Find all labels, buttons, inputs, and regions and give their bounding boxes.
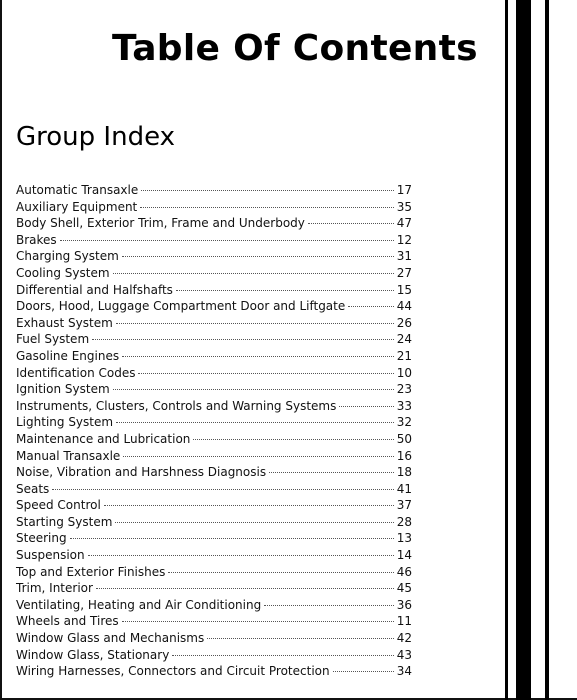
dot-leader [348,306,393,307]
dot-leader [308,223,394,224]
toc-entry-page-number: 27 [396,265,412,280]
toc-entry-page-number: 45 [396,581,412,596]
dot-leader [115,522,393,523]
toc-entry-page-number: 44 [396,299,412,314]
dot-leader [269,472,394,473]
toc-list [16,183,412,681]
toc-entry-label: Lighting System [16,415,114,430]
toc-entry-label: Speed Control [16,498,101,513]
toc-entry-label: Gasoline Engines [16,348,120,363]
toc-entry-page-number: 23 [396,382,412,397]
toc-entry-page-number: 31 [396,249,412,264]
toc-entry-label: Steering [16,531,67,546]
toc-entry [16,415,412,432]
dot-leader [172,655,393,656]
toc-entry-page-number: 35 [396,199,412,214]
dot-leader [168,572,393,573]
dot-leader [207,638,393,639]
toc-entry [16,266,412,283]
toc-entry-page-number: 17 [396,183,412,197]
toc-entry-label: Exhaust System [16,315,113,330]
dot-leader [176,290,394,291]
toc-entry-label: Maintenance and Lubrication [16,431,191,446]
toc-entry [16,382,412,399]
toc-entry-page-number: 11 [396,614,412,629]
toc-entry [16,548,412,565]
toc-entry [16,183,412,200]
toc-entry-label: Seats [16,481,50,496]
dot-leader [339,406,393,407]
toc-entry [16,399,412,416]
toc-entry-page-number: 14 [396,548,412,563]
toc-entry-label: Manual Transaxle [16,448,121,463]
toc-entry [16,249,412,266]
dot-leader [104,505,394,506]
toc-entry [16,498,412,515]
toc-entry [16,299,412,316]
toc-entry-page-number: 15 [396,282,412,297]
toc-entry-page-number: 16 [396,448,412,463]
toc-entry-page-number: 13 [396,531,412,546]
toc-entry [16,598,412,615]
toc-entry-label: Top and Exterior Finishes [16,564,166,579]
toc-entry-label: Wheels and Tires [16,614,119,629]
dot-leader [141,190,393,191]
toc-entry-label: Starting System [16,514,113,529]
dot-leader [116,323,394,324]
toc-entry-label: Ventilating, Heating and Air Conditioning [16,597,262,612]
toc-entry-label: Window Glass and Mechanisms [16,631,205,646]
toc-entry [16,366,412,383]
toc-entry-page-number: 32 [396,415,412,430]
toc-entry-page-number: 21 [396,348,412,363]
toc-entry-page-number: 34 [396,664,412,679]
toc-entry [16,482,412,499]
toc-entry-page-number: 46 [396,564,412,579]
dot-leader [333,671,394,672]
toc-entry [16,465,412,482]
dot-leader [92,339,394,340]
page-title: Table Of Contents [112,28,478,69]
toc-entry-label: Differential and Halfshafts [16,282,173,297]
toc-entry-page-number: 36 [396,597,412,612]
toc-entry [16,233,412,250]
toc-entry [16,316,412,333]
toc-entry-page-number: 18 [396,465,412,480]
toc-entry [16,531,412,548]
toc-entry [16,432,412,449]
toc-entry-page-number: 28 [396,514,412,529]
toc-entry [16,200,412,217]
toc-entry-label: Automatic Transaxle [16,183,139,197]
toc-entry-label: Fuel System [16,332,90,347]
binding-stripe-center [516,0,531,700]
dot-leader [122,621,394,622]
binding-stripe-right [545,0,549,700]
toc-entry-label: Window Glass, Stationary [16,647,170,662]
toc-entry-page-number: 42 [396,631,412,646]
toc-entry [16,283,412,300]
toc-entry-page-number: 10 [396,365,412,380]
toc-entry-page-number: 37 [396,498,412,513]
dot-leader [122,256,394,257]
toc-entry-label: Instruments, Clusters, Controls and Warning Systems [16,398,337,413]
dot-leader [122,356,394,357]
binding-stripe-left [505,0,508,700]
toc-entry [16,332,412,349]
toc-entry-label: Auxiliary Equipment [16,199,138,214]
toc-entry-page-number: 26 [396,315,412,330]
toc-entry-label: Identification Codes [16,365,136,380]
dot-leader [113,273,394,274]
toc-entry-page-number: 24 [396,332,412,347]
toc-entry [16,216,412,233]
toc-entry-label: Wiring Harnesses, Connectors and Circuit Protection [16,664,330,679]
dot-leader [116,422,394,423]
toc-entry-page-number: 50 [396,431,412,446]
toc-entry-label: Trim, Interior [16,581,93,596]
toc-entry [16,349,412,366]
toc-entry-label: Charging System [16,249,119,264]
dot-leader [60,240,394,241]
toc-entry-page-number: 33 [396,398,412,413]
toc-entry-label: Noise, Vibration and Harshness Diagnosis [16,465,267,480]
dot-leader [96,588,394,589]
toc-entry-label: Suspension [16,548,85,563]
toc-entry-page-number: 43 [396,647,412,662]
dot-leader [264,605,393,606]
toc-entry [16,648,412,665]
toc-entry-label: Brakes [16,232,57,247]
dot-leader [52,489,393,490]
toc-entry [16,614,412,631]
toc-entry [16,515,412,532]
toc-entry-label: Body Shell, Exterior Trim, Frame and Underbody [16,216,305,231]
toc-entry [16,664,412,681]
dot-leader [113,389,394,390]
toc-entry [16,631,412,648]
dot-leader [140,207,393,208]
dot-leader [138,373,393,374]
dot-leader [123,456,393,457]
toc-entry [16,449,412,466]
dot-leader [193,439,393,440]
toc-entry-page-number: 41 [396,481,412,496]
dot-leader [70,538,394,539]
toc-entry [16,581,412,598]
dot-leader [88,555,394,556]
section-heading: Group Index [16,122,175,152]
toc-entry-page-number: 47 [396,216,412,231]
toc-entry-label: Doors, Hood, Luggage Compartment Door and Liftgate [16,299,346,314]
toc-entry-page-number: 12 [396,232,412,247]
toc-entry-label: Cooling System [16,265,110,280]
toc-entry-label: Ignition System [16,382,110,397]
toc-entry [16,565,412,582]
